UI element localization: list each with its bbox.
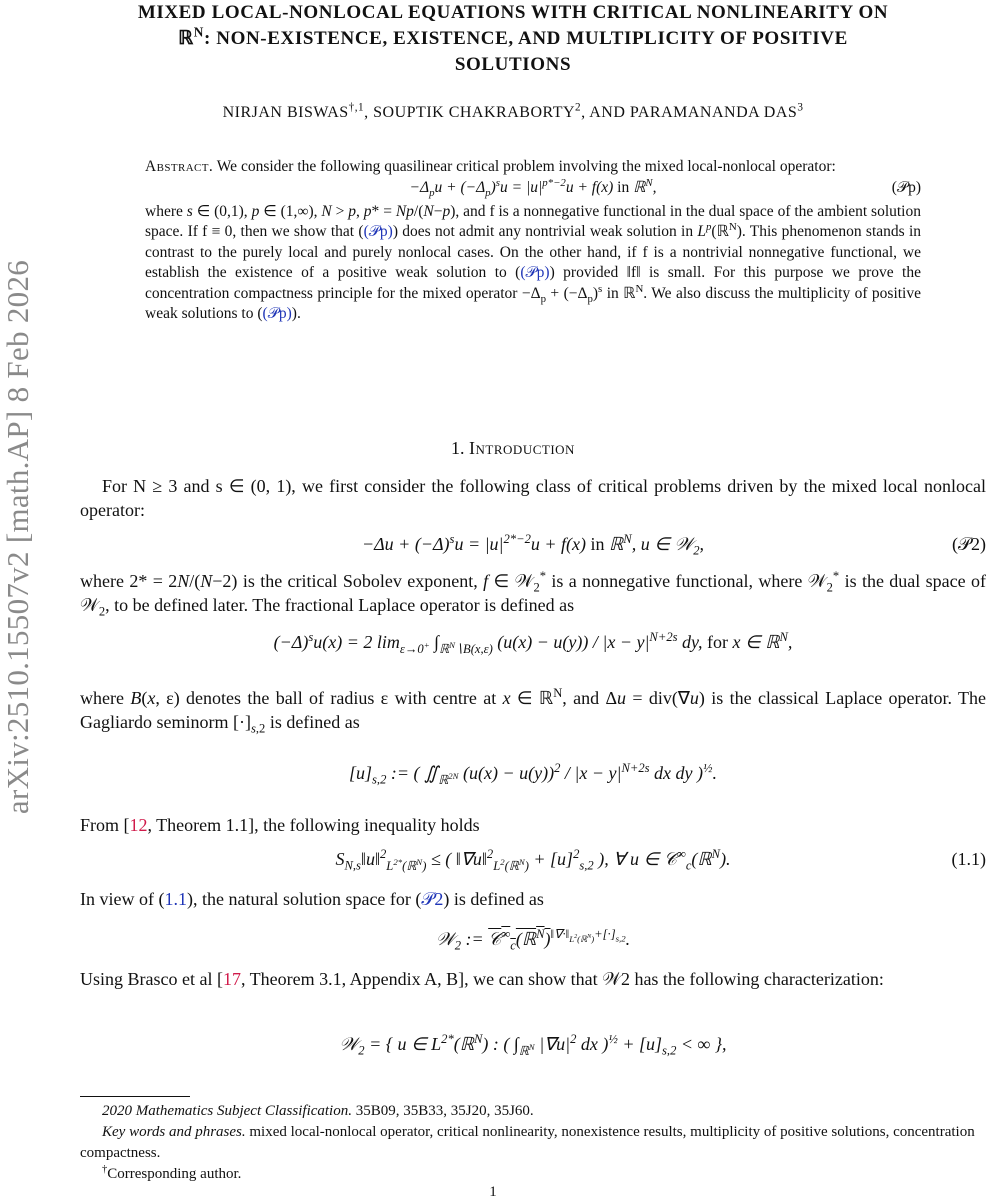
paper-title [80, 0, 946, 78]
equation-fractional-laplacian: $(-\Delta)^su(x) = 2$ $\lim_{\varepsilon\to 0^+} \int_{ℝ^N∖B(x,\varepsilon)}$ $(u(x) - u(y)) / |x - y|^{N+2s}$ dy, for x ∈ ℝ$^N$, [273, 630, 793, 656]
abstract: Abstract. We consider the following quasilinear critical problem involving the mixed local-nonlocal operator: $-\Delta_pu + (-\Delta_p)^su = |u|^{p*-2}u + f(x)$ in ℝ$^N$, (𝒫p) where s ∈ (0,1), p ∈ (1,∞), N > p, p* = Np/(N−p), and f is a nonnegative functional in the dual space of the ambient solution space. If f ≡ 0, then we show that ((𝒫p)) does not admit any nontrivial weak solution in $L^p(ℝ^N)$. This phenomenon stands in contrast to the purely local and purely nonlocal cases. On the other hand, if f is a nontrivial nonnegative functional, we establish the existence of a positive weak solution to ((𝒫p)) provided ‖f‖ is small. For this purpose we prove the concentration compactness principle for the mixed operator $-\Delta_p + (-\Delta_p)^s$ in ℝ$^N$. We also discuss the multiplicity of positive weak solutions to ((𝒫p)). [145, 158, 922, 322]
intro-paragraph-3: where B(x, ε) denotes the ball of radius ε with centre at x ∈ ℝ$^N$, and Δu = div(∇u) is the classical Laplace operator. The Gagliardo seminorm $[\cdot]_{s,2}$ is defined as [80, 686, 986, 736]
intro-paragraph-2: where 2* = 2N/(N−2) is the critical Sobolev exponent, f ∈ 𝒲$_2$* is a nonnegative functional, where 𝒲$_2$* is the dual space of 𝒲$_2$, to be defined later. The fractional Laplace operator is defined as [80, 569, 986, 619]
author-2: SOUPTIK CHAKRABORTY [373, 104, 576, 121]
title-line-3: SOLUTIONS [454, 54, 572, 75]
intro-paragraph-1: For N ≥ 3 and s ∈ (0, 1), we first consider the following class of critical problems driven by the mixed local nonlocal operator: [80, 476, 986, 520]
equation-gagliardo-seminorm: $[u]_{s,2}$ := ( $∬_{ℝ^{2N}}$ $(u(x) - u(y))^2 / |x - y|^{N+2s}$ dx dy )$^{\frac{1}{2}}$. [349, 761, 717, 787]
equation-p2: $-\Delta u + (-\Delta)^su = |u|^{2*-2}u + f(x)$ in ℝ$^N$, u ∈ 𝒲$_2$, (𝒫2) [361, 532, 986, 558]
ref-problem-p2[interactable]: 𝒫2 [421, 889, 444, 909]
footnote-msc: 2020 Mathematics Subject Classification. 35B09, 35B33, 35J20, 35J60. [102, 1103, 534, 1119]
citation-17[interactable]: 17 [222, 969, 241, 989]
equation-solution-space: 𝒲$_2$ := 𝒞∞$_c$(ℝ$^N$)$^{‖\nabla\cdot‖_{L^2(ℝ^N)}+[\cdot]_{s,2}}$. [435, 927, 631, 953]
author-3: PARAMANANDA DAS [629, 104, 798, 121]
footnotes [80, 1101, 986, 1185]
section-heading: 1. Introduction [451, 438, 575, 458]
equation-characterization: 𝒲$_2$ = { u ∈ $L^{2*}(ℝ^N)$ : ( $\int_{ℝ^N}$ $|\nabla u|^2$ dx )$^{\frac{1}{2}} + [u]_{s,2}$ < ∞ }, [339, 1032, 727, 1058]
author-1: NIRJAN BISWAS [222, 104, 349, 121]
intro-paragraph-6: Using Brasco et al [17, Theorem 3.1, Appendix A, B], we can show that 𝒲2 has the following characterization: [80, 969, 884, 989]
arxiv-identifier: arXiv:2510.15507v2 [math.AP] 8 Feb 2026 [0, 259, 35, 815]
abstract-label: Abstract. [145, 158, 214, 175]
title-line-1: MIXED LOCAL-NONLOCAL EQUATIONS WITH CRITICAL NONLINEARITY ON [137, 2, 889, 23]
intro-paragraph-4: From [12, Theorem 1.1], the following inequality holds [80, 815, 480, 835]
citation-12[interactable]: 12 [129, 815, 148, 835]
footnote-keywords: Key words and phrases. mixed local-nonlocal operator, critical nonlinearity, nonexistence results, multiplicity of positive solutions, concentration compactness. [80, 1124, 975, 1161]
footnote-divider [80, 1096, 190, 1097]
intro-paragraph-5: In view of (1.1), the natural solution space for (𝒫2) is defined as [80, 889, 544, 909]
ref-equation-1-1[interactable]: 1.1 [164, 889, 187, 909]
equation-1-1: $S_{N,s}‖u‖^2_{L^{2*}(ℝ^N)}$ ≤ ( ‖∇u‖$^2_{L^2(ℝ^N)}$ + $[u]^2_{s,2}$ ), ∀ u ∈ 𝒞∞$_c$(ℝ$^N$). (1.1) [335, 847, 986, 873]
abstract-equation: $-\Delta_pu + (-\Delta_p)^su = |u|^{p*-2}u + f(x)$ in ℝ$^N$, (𝒫p) [409, 176, 921, 199]
page-number: 1 [489, 1184, 497, 1200]
author-list: NIRJAN $BISWAS^{\dagger,1}$, SOUPTIK CHAKRABORTY$^2$, AND PARAMANANDA DAS$^3$ [222, 101, 804, 121]
footnote-corresponding: †Corresponding author. [102, 1164, 242, 1182]
ref-problem-pp[interactable]: (𝒫p) [363, 223, 393, 240]
title-line-2: ℝ$^N$: NON-EXISTENCE, EXISTENCE, AND MULTIPLICITY OF POSITIVE [178, 24, 848, 49]
